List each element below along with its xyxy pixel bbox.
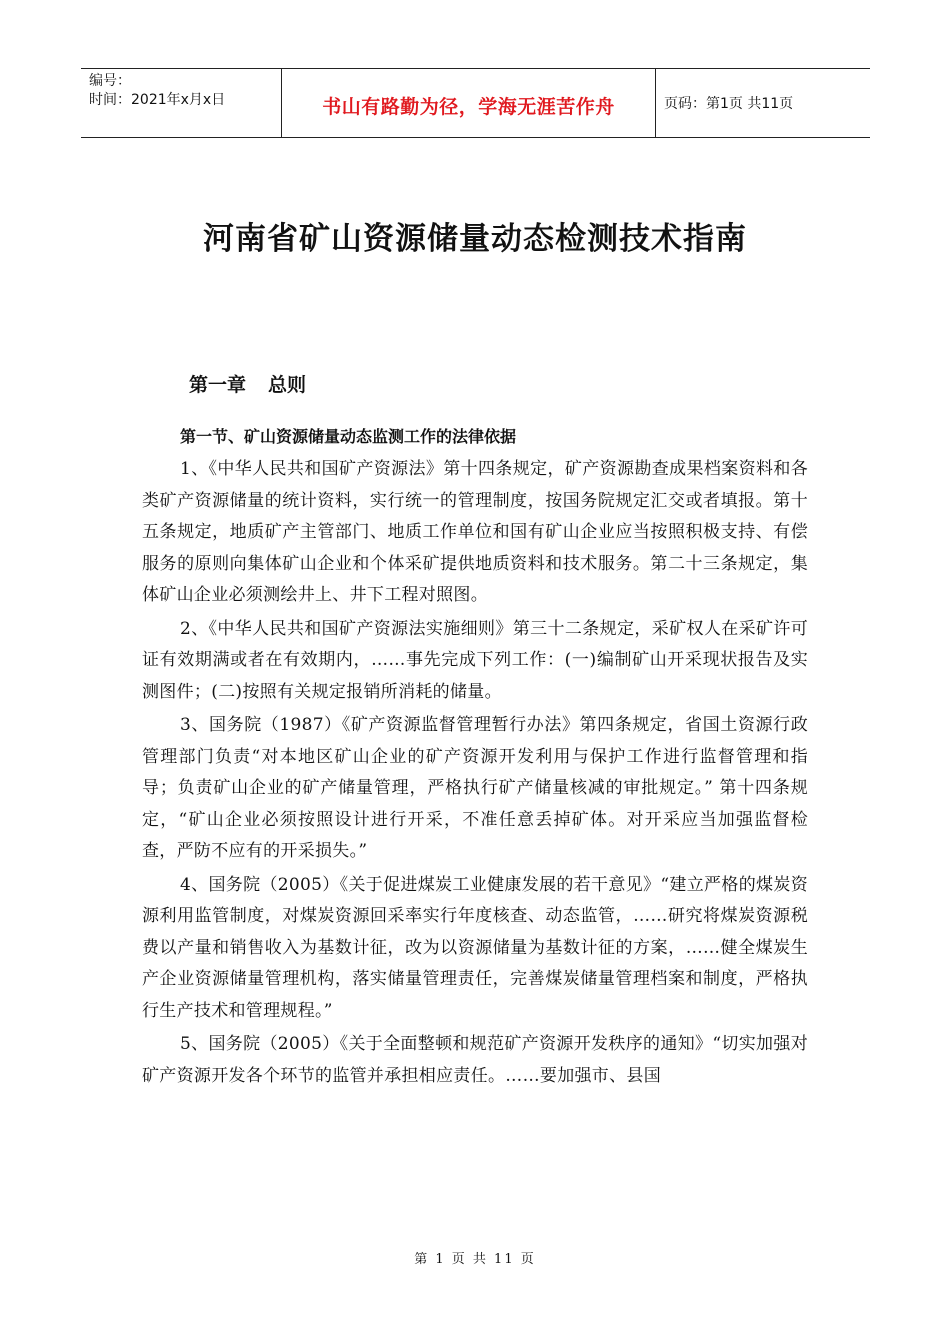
chapter-name: 总则 <box>268 374 307 396</box>
paragraph: 5、国务院（2005）《关于全面整顿和规范矿产资源开发秩序的通知》“切实加强对矿产资源开发各个环节的监管并承担相应责任。……要加强市、县国 <box>142 1034 808 1086</box>
time-label: 时间：2021年x月x日 <box>89 92 226 108</box>
section-heading: 第一节、矿山资源储量动态监测工作的法律依据 <box>180 427 517 446</box>
header-motto-cell <box>282 69 656 137</box>
paragraph: 1、《中华人民共和国矿产资源法》第十四条规定，矿产资源勘查成果档案资料和各类矿产资源储量的统计资料，实行统一的管理制度，按国务院规定汇交或者填报。第十五条规定，地质矿产主管部门、地质工作单位和国有矿山企业应当按照积极支持、有偿服务的原则向集体矿山企业和个体采矿提供地质资料和技术服务。第二十三条规定，集体矿山企业必须测绘井上、井下工程对照图。 <box>142 459 808 605</box>
chapter-number: 第一章 <box>189 374 247 396</box>
header-page-cell <box>656 69 870 137</box>
header-table <box>81 68 870 138</box>
chapter-heading <box>189 370 306 397</box>
header-info-cell <box>81 69 282 137</box>
paragraph: 2、《中华人民共和国矿产资源法实施细则》第三十二条规定，采矿权人在采矿许可证有效期满或者在有效期内，……事先完成下列工作：(一)编制矿山开采现状报告及实测图件；(二)按照有关规定报销所消耗的储量。 <box>142 618 808 702</box>
page-info: 页码：第1页 共11页 <box>664 96 794 112</box>
number-label: 编号： <box>89 73 131 89</box>
page-footer: 第 1 页 共 11 页 <box>414 1252 536 1267</box>
paragraph: 4、国务院（2005）《关于促进煤炭工业健康发展的若干意见》“建立严格的煤炭资源利用监管制度，对煤炭资源回采率实行年度核查、动态监管，……研究将煤炭资源税费以产量和销售收入为基数计征，改为以资源储量为基数计征的方案，……健全煤炭生产企业资源储量管理机构，落实储量管理责任，完善煤炭储量管理档案和制度，严格执行生产技术和管理规程。” <box>142 874 808 1021</box>
paragraph: 3、国务院（1987）《矿产资源监督管理暂行办法》第四条规定，省国土资源行政管理部门负责“对本地区矿山企业的矿产资源开发利用与保护工作进行监督管理和指导；负责矿山企业的矿产储量管理，严格执行矿产储量核减的审批规定。” 第十四条规定，“矿山企业必须按照设计进行开采，不准任意丢掉矿体。对开采应当加强监督检查，严防不应有的开采损失。” <box>142 715 808 861</box>
motto: 书山有路勤为径，学海无涯苦作舟 <box>322 96 615 118</box>
body-text <box>142 454 808 1094</box>
document-title: 河南省矿山资源储量动态检测技术指南 <box>203 221 747 257</box>
